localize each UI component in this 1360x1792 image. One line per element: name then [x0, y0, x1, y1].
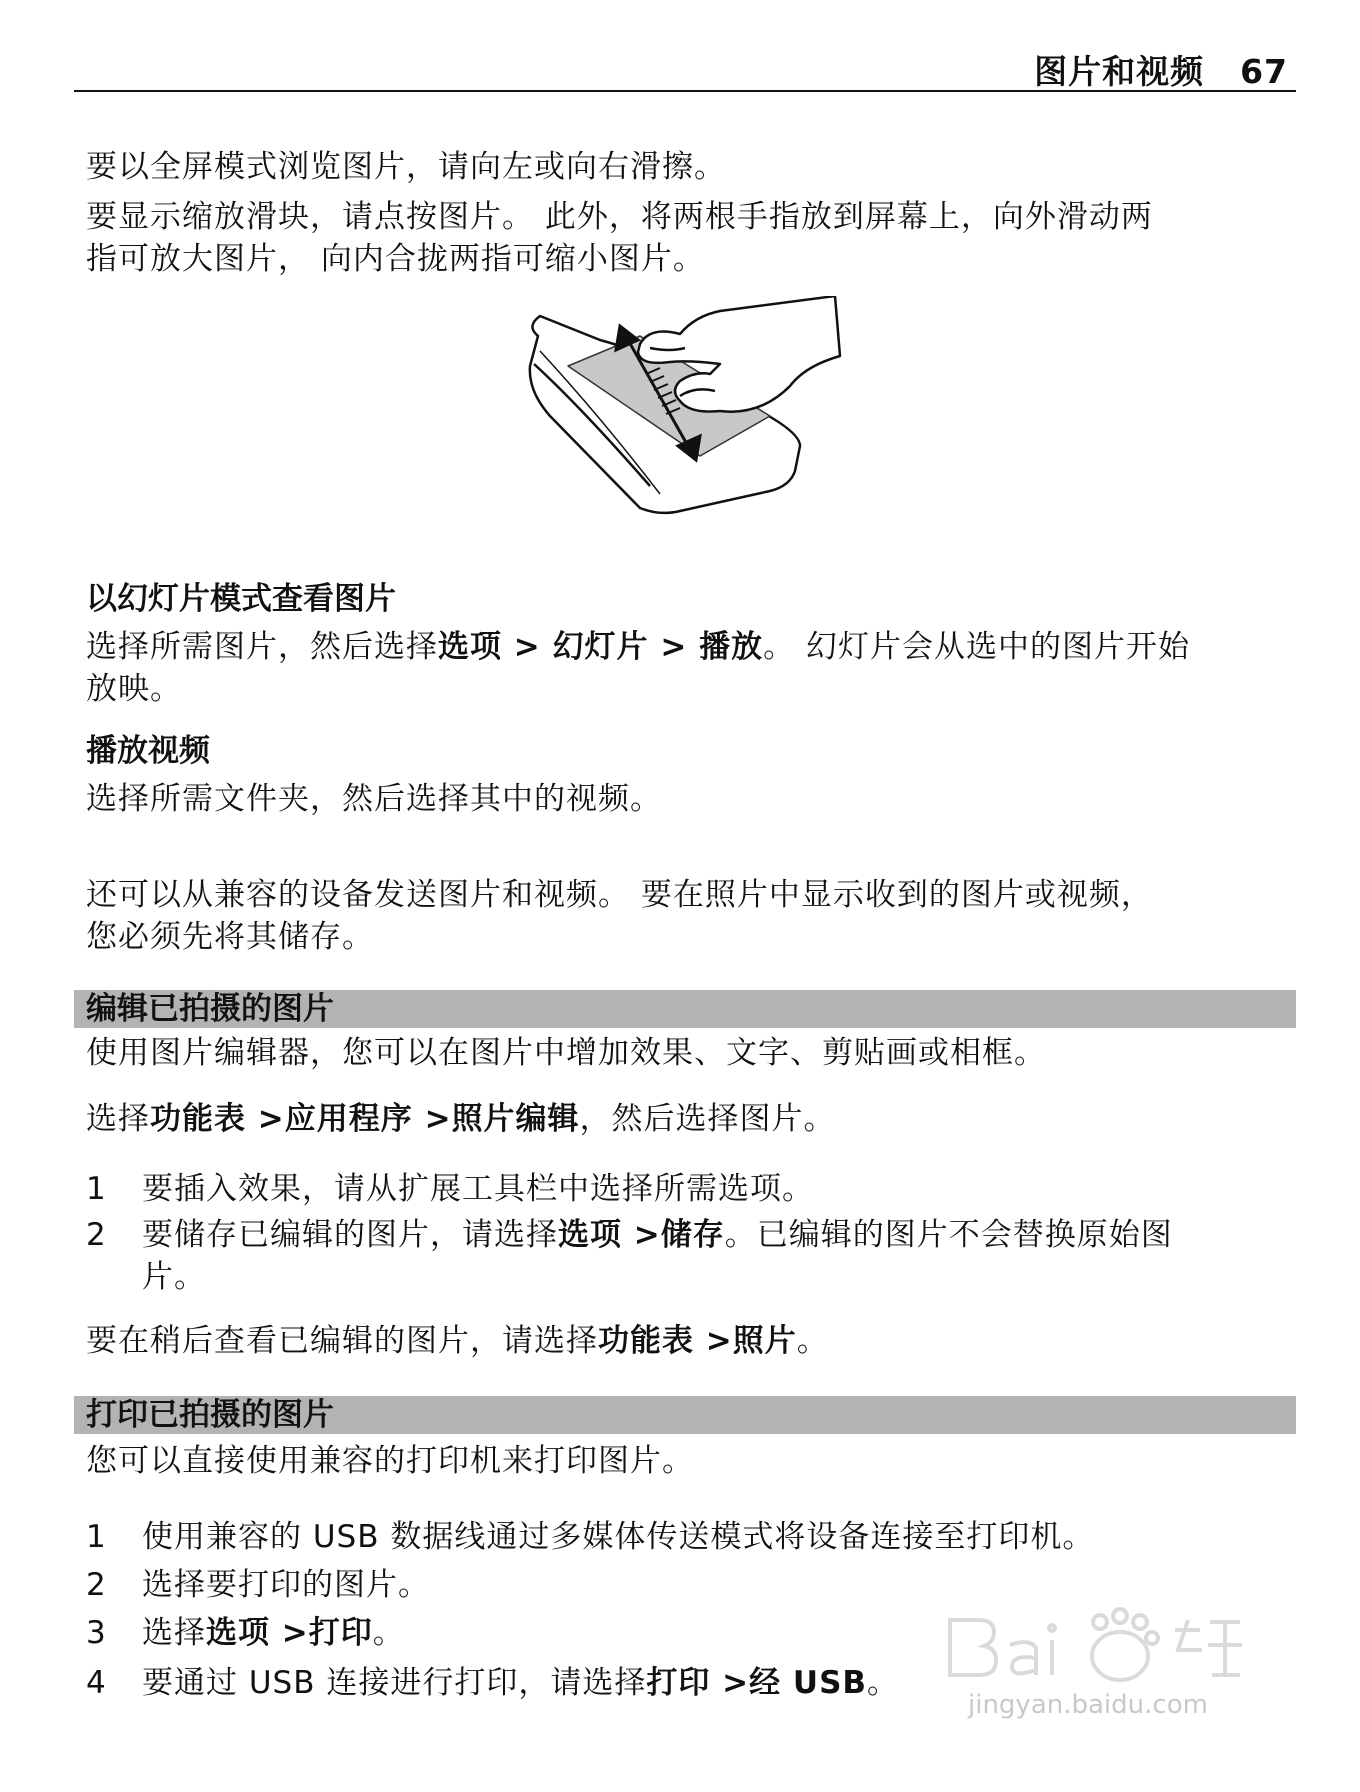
menu-separator: >: [710, 1665, 750, 1701]
receive-paragraph-line2: 您必须先将其储存。: [86, 919, 374, 955]
zoom-paragraph-line2: 指可放大图片， 向内合拢两指可缩小图片。: [86, 241, 705, 277]
list-text-part: 选择: [142, 1615, 206, 1651]
save-menu-ref: 储存: [660, 1217, 725, 1253]
menu-separator: >: [270, 1615, 309, 1651]
chapter-title: 图片和视频: [1034, 52, 1205, 91]
options-menu-ref: 选项: [438, 629, 502, 665]
play-menu-ref: 播放: [699, 629, 764, 665]
options-menu-ref: 选项: [206, 1615, 270, 1651]
watermark-url: jingyan.baidu.com: [968, 1690, 1208, 1720]
list-number: 4: [86, 1665, 106, 1701]
pinch-zoom-illustration: [520, 296, 850, 526]
slideshow-menu-ref: 幻灯片: [552, 629, 649, 665]
menu-ref: 功能表: [150, 1101, 246, 1137]
page-number: 67: [1240, 52, 1288, 91]
apps-ref: 应用程序: [284, 1101, 413, 1137]
list-text: 要插入效果，请从扩展工具栏中选择所需选项。: [142, 1171, 814, 1207]
menu-separator: >: [648, 629, 700, 665]
list-number: 1: [86, 1519, 106, 1555]
header-text: [1034, 46, 1288, 93]
baidu-jingyan-watermark: [940, 1590, 1270, 1690]
list-text-part: 。已编辑的图片不会替换原始图: [724, 1217, 1173, 1253]
video-heading: 播放视频: [86, 733, 210, 769]
menu-separator: >: [502, 629, 553, 665]
view-later-paragraph: [86, 1320, 1286, 1362]
receive-paragraph-line1: 还可以从兼容的设备发送图片和视频。 要在照片中显示收到的图片或视频，: [86, 877, 1153, 913]
edit-steps-text: 选择: [86, 1101, 150, 1137]
list-text: 选择要打印的图片。: [142, 1567, 430, 1603]
view-later-text: 。: [796, 1323, 829, 1359]
list-text-part: 。: [372, 1615, 405, 1651]
list-text: [142, 1214, 1286, 1298]
menu-separator: >: [412, 1101, 452, 1137]
list-text-part: 片。: [142, 1259, 206, 1295]
list-text: 使用兼容的 USB 数据线通过多媒体传送模式将设备连接至打印机。: [142, 1519, 1095, 1555]
print-intro-paragraph: 您可以直接使用兼容的打印机来打印图片。: [86, 1443, 694, 1479]
slideshow-heading: 以幻灯片模式查看图片: [86, 581, 396, 617]
video-paragraph: 选择所需文件夹，然后选择其中的视频。: [86, 781, 662, 817]
view-later-text: 要在稍后查看已编辑的图片，请选择: [86, 1323, 598, 1359]
edit-section-heading: 编辑已拍摄的图片: [86, 991, 334, 1027]
swipe-paragraph: 要以全屏模式浏览图片，请向左或向右滑擦。: [86, 149, 726, 185]
menu-ref: 功能表: [598, 1323, 694, 1359]
list-text-part: 要通过 USB 连接进行打印，请选择: [142, 1665, 647, 1701]
options-menu-ref: 选项: [558, 1217, 622, 1253]
print-menu-ref: 打印: [308, 1615, 373, 1651]
edit-intro-paragraph: 使用图片编辑器，您可以在图片中增加效果、文字、剪贴画或相框。: [86, 1035, 1046, 1071]
list-text-part: 。: [867, 1665, 900, 1701]
print-section-bar: [74, 1396, 1296, 1434]
slideshow-text: 。 幻灯片会从选中的图片开始: [763, 629, 1190, 665]
slideshow-paragraph: [86, 626, 1286, 668]
list-number: 3: [86, 1615, 106, 1651]
via-usb-ref: 经 USB: [749, 1665, 868, 1701]
list-number: 2: [86, 1217, 106, 1253]
edit-section-bar: [74, 990, 1296, 1028]
list-number: 1: [86, 1171, 106, 1207]
photo-edit-ref: 照片编辑: [451, 1101, 580, 1137]
slideshow-paragraph-cont: 放映。: [86, 671, 182, 707]
zoom-paragraph-line1: 要显示缩放滑块，请点按图片。 此外，将两根手指放到屏幕上，向外滑动两: [86, 199, 1153, 235]
list-text-part: 要储存已编辑的图片，请选择: [142, 1217, 558, 1253]
edit-steps-paragraph: [86, 1098, 1286, 1140]
menu-separator: >: [246, 1101, 285, 1137]
edit-steps-text: ，然后选择图片。: [579, 1101, 836, 1137]
list-number: 2: [86, 1567, 106, 1603]
print-section-heading: 打印已拍摄的图片: [86, 1397, 334, 1433]
slideshow-text: 选择所需图片，然后选择: [86, 629, 438, 665]
photos-ref: 照片: [732, 1323, 797, 1359]
print-menu-ref: 打印: [646, 1665, 711, 1701]
page-header: [74, 40, 1296, 92]
menu-separator: >: [694, 1323, 733, 1359]
menu-separator: >: [622, 1217, 661, 1253]
